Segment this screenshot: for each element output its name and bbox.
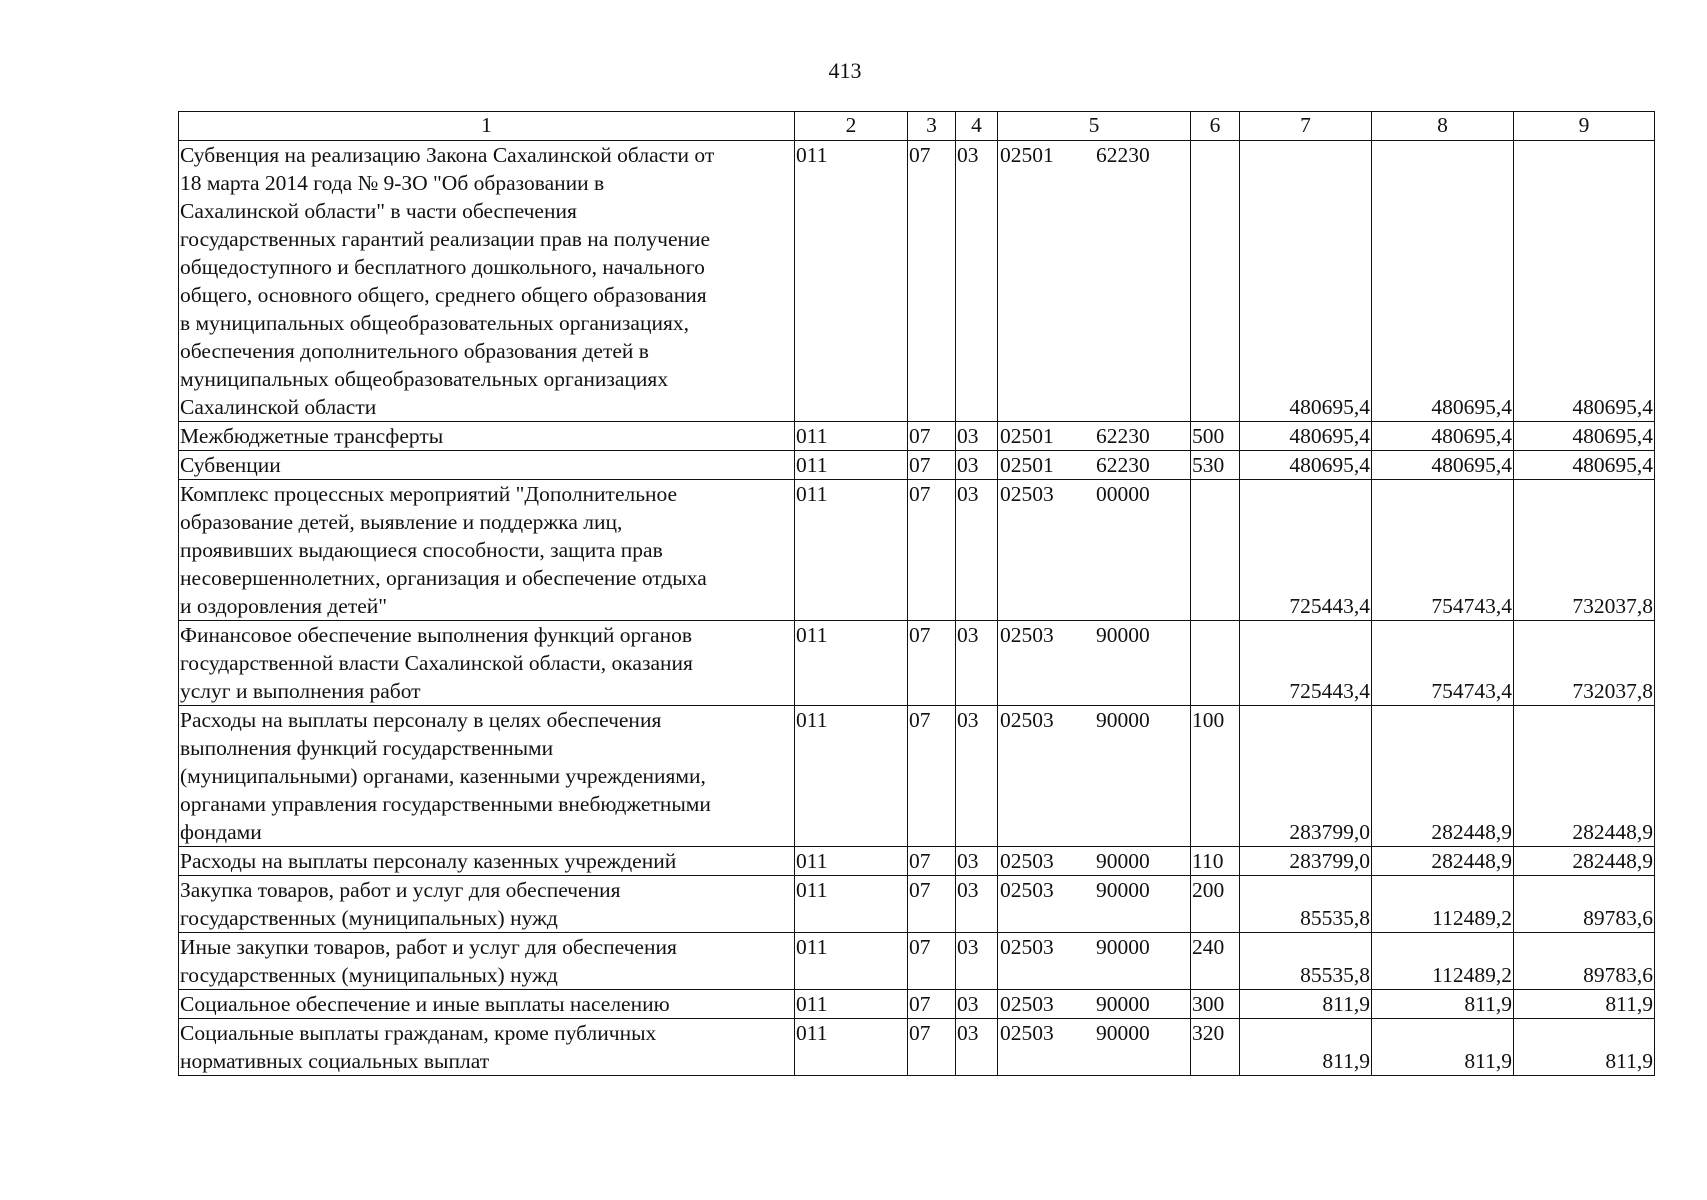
amount-year-1 [1240, 847, 1372, 876]
amount-value: 725443,4 [1289, 679, 1370, 703]
amount-year-3 [1514, 480, 1655, 621]
code-admin: 011 [795, 451, 908, 480]
header-col-5: 5 [998, 112, 1191, 141]
table-row [179, 933, 1655, 990]
amount-value: 480695,4 [1431, 424, 1512, 448]
row-name: Субвенции [179, 451, 795, 480]
expense-type-code: 530 [1191, 451, 1240, 480]
amount-value: 811,9 [1322, 992, 1370, 1016]
code-subsection: 03 [956, 706, 998, 847]
row-name: Финансовое обеспечение выполнения функций органов государственной власти Сахалинской области, оказания услуг и выполнения работ [179, 621, 795, 706]
code-section: 07 [908, 847, 956, 876]
target-article-code [998, 451, 1191, 480]
amount-value: 811,9 [1605, 1049, 1653, 1073]
row-name: Субвенция на реализацию Закона Сахалинской области от 18 марта 2014 года № 9-ЗО "Об образовании в Сахалинской области" в части обеспечения государственных гарантий реализации прав на получение общедоступного и бесплатного дошкольного, начального общего, основного общего, среднего общего образования в муниципальных общеобразовательных организациях, обеспечения дополнительного образования детей в муниципальных общеобразовательных организациях Сахалинской области [179, 141, 795, 422]
table-row [179, 1019, 1655, 1076]
code-subsection: 03 [956, 422, 998, 451]
amount-year-2 [1372, 621, 1514, 706]
amount-value: 282448,9 [1572, 820, 1653, 844]
amount-value: 283799,0 [1289, 820, 1370, 844]
code-section: 07 [908, 933, 956, 990]
direction-code: 90000 [1096, 623, 1150, 647]
target-article-code [998, 706, 1191, 847]
code-admin: 011 [795, 876, 908, 933]
target-article-code [998, 422, 1191, 451]
code-section: 07 [908, 451, 956, 480]
amount-year-2 [1372, 990, 1514, 1019]
amount-year-1 [1240, 706, 1372, 847]
expense-type-code [1191, 141, 1240, 422]
target-article-code [998, 876, 1191, 933]
code-subsection: 03 [956, 933, 998, 990]
budget-table [178, 111, 1655, 1076]
amount-value: 480695,4 [1289, 453, 1370, 477]
program-code: 02501 [1000, 424, 1054, 448]
table-header [179, 112, 1655, 141]
code-section: 07 [908, 990, 956, 1019]
code-admin: 011 [795, 141, 908, 422]
amount-year-2 [1372, 876, 1514, 933]
amount-value: 732037,8 [1572, 679, 1653, 703]
code-subsection: 03 [956, 451, 998, 480]
code-section: 07 [908, 706, 956, 847]
amount-year-2 [1372, 706, 1514, 847]
amount-year-1 [1240, 933, 1372, 990]
program-code: 02503 [1000, 878, 1054, 902]
header-col-6: 6 [1191, 112, 1240, 141]
expense-type-code: 200 [1191, 876, 1240, 933]
program-code: 02503 [1000, 1021, 1054, 1045]
expense-type-code: 110 [1191, 847, 1240, 876]
amount-year-1 [1240, 621, 1372, 706]
amount-year-3 [1514, 876, 1655, 933]
code-admin: 011 [795, 933, 908, 990]
code-subsection: 03 [956, 480, 998, 621]
amount-value: 282448,9 [1431, 820, 1512, 844]
amount-year-3 [1514, 141, 1655, 422]
amount-year-1 [1240, 422, 1372, 451]
amount-value: 732037,8 [1572, 594, 1653, 618]
amount-value: 811,9 [1464, 992, 1512, 1016]
header-col-4: 4 [956, 112, 998, 141]
amount-value: 282448,9 [1431, 849, 1512, 873]
header-col-1: 1 [179, 112, 795, 141]
table-row [179, 141, 1655, 422]
program-code: 02501 [1000, 453, 1054, 477]
code-admin: 011 [795, 990, 908, 1019]
amount-year-1 [1240, 1019, 1372, 1076]
code-admin: 011 [795, 621, 908, 706]
amount-value: 811,9 [1322, 1049, 1370, 1073]
amount-value: 85535,8 [1300, 906, 1370, 930]
direction-code: 00000 [1096, 482, 1150, 506]
row-name: Межбюджетные трансферты [179, 422, 795, 451]
row-name: Расходы на выплаты персоналу казенных учреждений [179, 847, 795, 876]
table-row [179, 990, 1655, 1019]
header-col-3: 3 [908, 112, 956, 141]
target-article-code [998, 1019, 1191, 1076]
code-section: 07 [908, 1019, 956, 1076]
code-admin: 011 [795, 706, 908, 847]
expense-type-code: 320 [1191, 1019, 1240, 1076]
direction-code: 62230 [1096, 424, 1150, 448]
amount-year-2 [1372, 451, 1514, 480]
table-row [179, 480, 1655, 621]
program-code: 02503 [1000, 849, 1054, 873]
direction-code: 90000 [1096, 1021, 1150, 1045]
program-code: 02503 [1000, 623, 1054, 647]
row-name: Социальное обеспечение и иные выплаты населению [179, 990, 795, 1019]
amount-value: 89783,6 [1583, 963, 1653, 987]
target-article-code [998, 480, 1191, 621]
amount-value: 480695,4 [1431, 453, 1512, 477]
target-article-code [998, 933, 1191, 990]
amount-year-1 [1240, 876, 1372, 933]
amount-value: 282448,9 [1572, 849, 1653, 873]
target-article-code [998, 141, 1191, 422]
expense-type-code: 300 [1191, 990, 1240, 1019]
amount-year-2 [1372, 480, 1514, 621]
direction-code: 90000 [1096, 992, 1150, 1016]
target-article-code [998, 847, 1191, 876]
direction-code: 90000 [1096, 878, 1150, 902]
header-col-9: 9 [1514, 112, 1655, 141]
amount-year-2 [1372, 1019, 1514, 1076]
page-number: 413 [828, 58, 862, 83]
program-code: 02503 [1000, 935, 1054, 959]
expense-type-code: 100 [1191, 706, 1240, 847]
row-name: Социальные выплаты гражданам, кроме публичных нормативных социальных выплат [179, 1019, 795, 1076]
code-admin: 011 [795, 422, 908, 451]
amount-value: 811,9 [1464, 1049, 1512, 1073]
target-article-code [998, 621, 1191, 706]
header-row [179, 112, 1655, 141]
table-row [179, 706, 1655, 847]
amount-year-2 [1372, 847, 1514, 876]
amount-value: 811,9 [1605, 992, 1653, 1016]
amount-year-3 [1514, 990, 1655, 1019]
amount-year-2 [1372, 422, 1514, 451]
amount-value: 112489,2 [1432, 906, 1512, 930]
amount-value: 85535,8 [1300, 963, 1370, 987]
amount-year-3 [1514, 451, 1655, 480]
amount-year-3 [1514, 621, 1655, 706]
expense-type-code [1191, 621, 1240, 706]
expense-type-code: 240 [1191, 933, 1240, 990]
amount-value: 754743,4 [1431, 679, 1512, 703]
header-col-8: 8 [1372, 112, 1514, 141]
program-code: 02503 [1000, 482, 1054, 506]
table-row [179, 422, 1655, 451]
header-col-2: 2 [795, 112, 908, 141]
amount-value: 480695,4 [1572, 395, 1653, 419]
table-row [179, 621, 1655, 706]
code-subsection: 03 [956, 141, 998, 422]
code-subsection: 03 [956, 1019, 998, 1076]
target-article-code [998, 990, 1191, 1019]
code-section: 07 [908, 480, 956, 621]
direction-code: 62230 [1096, 453, 1150, 477]
code-subsection: 03 [956, 621, 998, 706]
amount-year-1 [1240, 451, 1372, 480]
code-section: 07 [908, 876, 956, 933]
direction-code: 62230 [1096, 143, 1150, 167]
direction-code: 90000 [1096, 849, 1150, 873]
amount-year-1 [1240, 990, 1372, 1019]
amount-year-3 [1514, 1019, 1655, 1076]
amount-year-3 [1514, 706, 1655, 847]
amount-year-1 [1240, 141, 1372, 422]
amount-value: 480695,4 [1431, 395, 1512, 419]
amount-value: 480695,4 [1572, 453, 1653, 477]
code-admin: 011 [795, 1019, 908, 1076]
amount-value: 725443,4 [1289, 594, 1370, 618]
expense-type-code: 500 [1191, 422, 1240, 451]
table-row [179, 451, 1655, 480]
code-section: 07 [908, 422, 956, 451]
amount-value: 112489,2 [1432, 963, 1512, 987]
row-name: Расходы на выплаты персоналу в целях обеспечения выполнения функций государственными (муниципальными) органами, казенными учреждениями, органами управления государственными внебюджетными фондами [179, 706, 795, 847]
row-name: Иные закупки товаров, работ и услуг для обеспечения государственных (муниципальных) нужд [179, 933, 795, 990]
amount-year-2 [1372, 933, 1514, 990]
header-col-7: 7 [1240, 112, 1372, 141]
amount-year-3 [1514, 933, 1655, 990]
code-section: 07 [908, 141, 956, 422]
amount-value: 89783,6 [1583, 906, 1653, 930]
table-row [179, 876, 1655, 933]
code-admin: 011 [795, 480, 908, 621]
code-subsection: 03 [956, 990, 998, 1019]
code-subsection: 03 [956, 847, 998, 876]
table-row [179, 847, 1655, 876]
code-admin: 011 [795, 847, 908, 876]
program-code: 02503 [1000, 708, 1054, 732]
amount-year-3 [1514, 847, 1655, 876]
program-code: 02503 [1000, 992, 1054, 1016]
direction-code: 90000 [1096, 708, 1150, 732]
amount-value: 480695,4 [1572, 424, 1653, 448]
code-subsection: 03 [956, 876, 998, 933]
amount-year-2 [1372, 141, 1514, 422]
amount-year-1 [1240, 480, 1372, 621]
amount-year-3 [1514, 422, 1655, 451]
amount-value: 480695,4 [1289, 424, 1370, 448]
table-body [179, 141, 1655, 1076]
amount-value: 754743,4 [1431, 594, 1512, 618]
program-code: 02501 [1000, 143, 1054, 167]
expense-type-code [1191, 480, 1240, 621]
row-name: Закупка товаров, работ и услуг для обеспечения государственных (муниципальных) нужд [179, 876, 795, 933]
amount-value: 480695,4 [1289, 395, 1370, 419]
direction-code: 90000 [1096, 935, 1150, 959]
row-name: Комплекс процессных мероприятий "Дополнительное образование детей, выявление и поддержка лиц, проявивших выдающиеся способности, защита прав несовершеннолетних, организация и обеспечение отдыха и оздоровления детей" [179, 480, 795, 621]
code-section: 07 [908, 621, 956, 706]
amount-value: 283799,0 [1289, 849, 1370, 873]
